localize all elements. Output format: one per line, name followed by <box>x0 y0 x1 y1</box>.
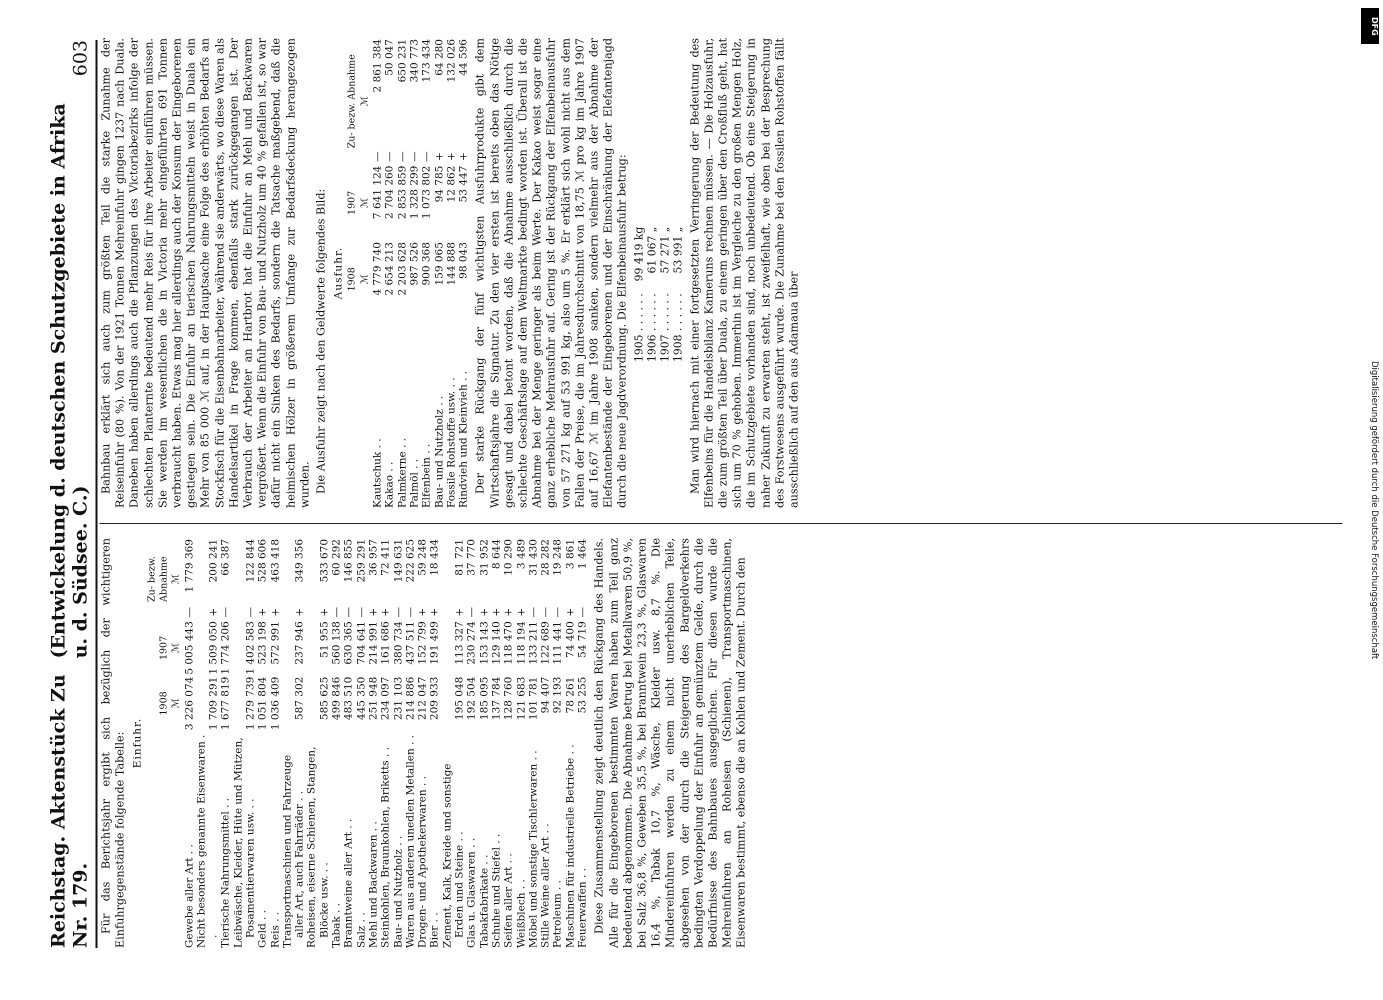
header-change: Zu- bezw. Abnahme <box>346 54 358 149</box>
change-sign: + <box>453 607 466 617</box>
unit-spacer <box>171 731 183 948</box>
unit-change: ℳ <box>359 96 371 107</box>
change-sign: — <box>383 151 396 162</box>
page-header <box>47 40 98 948</box>
table-row <box>466 538 478 948</box>
row-label: Stille Weine aller Art . . <box>539 823 552 948</box>
ivory-row <box>671 221 684 368</box>
change-value: 81 721 <box>453 539 466 576</box>
value-1908: 121 683 <box>515 676 528 721</box>
row-label: Tabak . . <box>330 902 343 948</box>
row-label: Waren aus anderen unedlen Metallen . . <box>404 734 417 948</box>
row-label: Gewebe aller Art . . <box>183 844 195 948</box>
import-table <box>146 538 589 948</box>
dfg-logo: DFG <box>1361 8 1379 44</box>
value-1908: 94 407 <box>539 676 552 714</box>
change-value: 66 387 <box>219 539 232 576</box>
value-1908: 585 625 <box>318 676 331 721</box>
change-sign: + <box>445 152 458 162</box>
value-1908: 212 047 <box>416 676 429 721</box>
row-label: Bier . . <box>428 912 441 948</box>
change-sign: + <box>293 607 306 617</box>
export-table-title: Ausfuhr. <box>332 246 345 300</box>
value-1908: 78 261 <box>564 676 577 714</box>
change-value: 200 241 <box>207 539 220 583</box>
right-paragraph-2: Die Ausfuhr zeigt nach den Geldwerte folgendes Bild: <box>314 188 328 494</box>
ivory-value: 61 067 „ <box>645 226 659 274</box>
value-1907: 1 774 206 <box>219 621 232 675</box>
value-1907: 153 143 <box>478 621 491 665</box>
unit-spacer <box>359 318 371 508</box>
row-label: Zement, Kalk, Kreide und sonstige Erden und Steine . . <box>441 763 466 948</box>
value-1907: 51 955 <box>318 621 331 658</box>
row-label: Petroleum . . <box>551 879 564 948</box>
change-sign: + <box>207 607 220 617</box>
value-1907: 152 799 <box>416 621 429 665</box>
change-sign: + <box>416 607 429 617</box>
value-1908: 137 784 <box>490 676 503 721</box>
value-1908: 987 526 <box>408 242 421 286</box>
change-value: 349 356 <box>293 539 306 583</box>
value-1908: 1 709 291 <box>207 676 220 731</box>
row-label: Fossile Rohstoffe usw. . . <box>445 377 458 508</box>
row-label: Branntweine aller Art . . <box>342 818 355 948</box>
change-sign: — <box>392 606 405 618</box>
change-value: 146 855 <box>342 539 355 583</box>
ivory-value: 57 271 „ <box>658 226 672 274</box>
row-label: Mehl und Backwaren . . <box>367 821 380 948</box>
row-label: Bau- und Nutzholz . . <box>433 395 446 508</box>
value-1908: 587 302 <box>293 676 306 721</box>
value-1907: 437 511 <box>404 621 417 665</box>
table-row <box>232 538 257 948</box>
value-1908: 1 036 409 <box>269 676 282 731</box>
row-label: Palmkerne . . <box>396 437 409 508</box>
table-row <box>183 538 195 948</box>
value-1907: 380 734 <box>392 621 405 665</box>
row-label: Glas u. Glaswaren . . <box>465 837 478 948</box>
value-1907: 5 005 443 <box>183 621 195 675</box>
value-1908: 1 051 804 <box>256 676 269 731</box>
change-sign: — <box>576 606 589 618</box>
table-row <box>458 38 470 508</box>
value-1908: 101 781 <box>527 676 540 721</box>
value-1907: 54 719 <box>576 621 589 658</box>
change-value: 19 248 <box>551 539 564 576</box>
value-1907: 133 211 <box>527 621 540 665</box>
table-row <box>527 538 539 948</box>
row-label: Weißblech . . <box>515 879 528 948</box>
value-1908: 1 279 739 <box>244 676 257 731</box>
change-value: 72 411 <box>379 539 392 576</box>
value-1908: 231 103 <box>392 676 405 721</box>
table-unit-row <box>359 38 371 508</box>
unit-change: ℳ <box>170 574 182 585</box>
value-1907: 161 686 <box>379 621 392 665</box>
change-sign: — <box>342 606 355 618</box>
value-1907: 12 862 <box>445 165 458 203</box>
change-sign: + <box>318 607 331 617</box>
change-sign: + <box>478 607 491 617</box>
row-label: Bau- und Nutzholz . . <box>392 835 405 948</box>
table-row <box>384 38 396 508</box>
row-label: Leibwäsche, Kleider, Hüte und Mützen, Posamentierwaren usw. . . <box>232 737 257 948</box>
change-sign: + <box>502 607 515 617</box>
header-left: Reichstag. Aktenstück Zu Nr. 179. <box>47 674 92 948</box>
header-1908: 1908 <box>158 691 170 716</box>
value-1908: 483 510 <box>342 676 355 721</box>
row-label: Rindvieh und Kleinvieh . . <box>457 370 470 508</box>
ivory-value: 53 991 „ <box>671 226 685 274</box>
change-sign: — <box>244 606 257 618</box>
value-1908: 251 948 <box>367 676 380 721</box>
table-row <box>408 38 420 508</box>
value-1908: 159 065 <box>433 242 446 286</box>
ivory-table <box>632 221 684 368</box>
value-1907: 230 274 <box>465 621 478 665</box>
change-value: 8 644 <box>490 539 503 570</box>
change-sign: + <box>379 607 392 617</box>
table-row <box>577 538 589 948</box>
value-1907: 572 991 <box>269 621 282 665</box>
ivory-year: 1908 . . . . . . <box>671 293 685 362</box>
import-table-title: Einfuhr. <box>131 717 144 769</box>
table-row <box>392 538 404 948</box>
change-value: 2 861 384 <box>371 39 384 93</box>
change-sign: + <box>269 607 282 617</box>
change-sign: — <box>408 151 421 162</box>
change-value: 44 596 <box>457 39 470 76</box>
ivory-value: 99 419 kg <box>632 226 646 282</box>
table-row <box>445 38 457 508</box>
value-1907: 1 328 299 <box>408 165 421 220</box>
header-change: Zu- bezw. Abnahme <box>146 556 170 602</box>
table-row <box>257 538 269 948</box>
change-value: 173 434 <box>420 39 433 83</box>
table-row <box>441 538 466 948</box>
value-1907: 1 509 050 <box>207 621 220 675</box>
row-label: Geld . . <box>256 909 269 948</box>
value-1908: 3 226 074 <box>183 676 195 731</box>
change-value: 31 952 <box>478 539 491 576</box>
header-1908: 1908 <box>346 267 358 292</box>
left-column <box>100 538 1343 948</box>
value-1908: 900 368 <box>420 242 433 286</box>
change-sign: — <box>330 606 343 618</box>
change-value: 132 026 <box>445 39 458 83</box>
table-header-row <box>347 38 359 508</box>
value-1907: 191 499 <box>428 621 441 665</box>
row-label: Reis . . <box>269 911 282 948</box>
table-row <box>429 538 441 948</box>
table-row <box>380 538 392 948</box>
value-1907: 129 140 <box>490 621 503 665</box>
change-value: 1 464 <box>576 539 589 570</box>
row-label: Drogen- und Apothekerwaren . . <box>416 776 429 948</box>
change-value: 28 282 <box>539 539 552 576</box>
value-1907: 113 327 <box>453 621 466 665</box>
row-label: Schuhe und Stiefel . . <box>490 833 503 948</box>
change-sign: + <box>256 607 269 617</box>
ivory-year: 1905 . . . . . . <box>632 293 646 362</box>
value-1908: 128 760 <box>502 676 515 721</box>
change-sign: + <box>433 152 446 162</box>
change-value: 340 773 <box>408 39 421 83</box>
row-label: Palmöl . . <box>408 458 421 508</box>
row-label: Maschinen für industrielle Betriebe . . <box>564 744 577 948</box>
import-intro: Für das Berichtsjahr ergibt sich bezüglich der wichtigeren Einfuhrgegenstände folgende Tabelle: <box>99 538 127 948</box>
value-1908: 53 255 <box>576 676 589 714</box>
change-sign: — <box>527 606 540 618</box>
change-sign: — <box>539 606 552 618</box>
value-1907: 523 198 <box>256 621 269 665</box>
row-label: Seifen aller Art . . <box>502 853 515 948</box>
ivory-year: 1907 . . . . . . <box>658 293 672 362</box>
header-spacer <box>347 318 359 508</box>
change-sign: — <box>183 606 195 618</box>
table-row <box>417 538 429 948</box>
table-row <box>220 538 232 948</box>
ivory-year: 1906 . . . . . . <box>645 293 659 362</box>
change-sign: + <box>457 152 470 162</box>
value-1908: 192 504 <box>465 676 478 721</box>
value-1907: 111 441 <box>551 621 564 665</box>
change-value: 149 631 <box>392 539 405 583</box>
change-value: 463 418 <box>269 539 282 583</box>
value-1908: 445 350 <box>355 676 368 721</box>
change-value: 31 430 <box>527 539 540 576</box>
table-row <box>552 538 564 948</box>
change-sign: — <box>465 606 478 618</box>
export-table <box>347 38 470 508</box>
value-1907: 53 447 <box>457 165 470 203</box>
table-row <box>433 38 445 508</box>
change-sign: — <box>420 151 433 162</box>
change-sign: + <box>490 607 503 617</box>
change-sign: + <box>564 607 577 617</box>
table-unit-row <box>171 538 183 948</box>
change-sign: — <box>551 606 564 618</box>
value-1908: 209 933 <box>428 676 441 721</box>
change-value: 259 291 <box>355 539 368 583</box>
value-1908: 144 888 <box>445 242 458 286</box>
table-row <box>564 538 576 948</box>
right-column <box>100 38 1343 508</box>
change-value: 528 606 <box>256 539 269 583</box>
table-row <box>503 538 515 948</box>
row-label: Kakao . . <box>383 461 396 508</box>
table-row <box>540 538 552 948</box>
table-row <box>372 38 384 508</box>
row-label: Salz . . <box>355 912 368 948</box>
change-value: 533 670 <box>318 539 331 583</box>
value-1908: 98 043 <box>457 242 470 279</box>
value-1908: 2 203 628 <box>396 242 409 296</box>
row-label: Roheisen, eiserne Schienen, Stangen, Blöcke usw. . . <box>305 746 331 948</box>
table-row <box>306 538 331 948</box>
change-value: 122 844 <box>244 539 257 583</box>
table-row <box>343 538 355 948</box>
change-sign: — <box>219 606 232 618</box>
table-row <box>421 38 433 508</box>
change-sign: — <box>355 606 368 618</box>
row-label: Steinkohlen, Braunkohlen, Briketts . . <box>379 746 392 948</box>
change-sign: + <box>367 607 380 617</box>
table-row <box>269 538 281 948</box>
value-1908: 195 048 <box>453 676 466 721</box>
value-1907: 214 991 <box>367 621 380 665</box>
right-paragraph-1: Bahnbau erklärt sich auch zum größten Teil die starke Zunahme der Reiseinfuhr (80 %). Von der 1921 Tonnen Mehreinfuhr gingen 1237 nach Duala. Daneben haben allerdings auch die Pflanzungen des Victoriabezirks infolge der schlechten Planternte bedeutend mehr Reis für ihre Arbeiter einführen müssen. Sie werden im wesentlichen die in Victoria mehr eingeführten 691 Tonnen verbraucht haben. Etwas mag hier allerdings auch der Konsum der Eingeborenen gestiegen sein. Die Einfuhr an tierischen Nahrungsmitteln weist in Duala ein Mehr von 85 000 ℳ auf, in der Hauptsache eine Folge des erhöhten Bedarfs an Stockfisch für die Eisenbahnarbeiter, während sie anderwärts, wo diese Waren als Handelsartikel in Frage kommen, ebenfalls stark zurückgegangen ist. Der Verbrauch der Arbeiter an Hartbrot hat die Einfuhr an Mehl und Backwaren vergrößert. Wenn die Einfuhr von Bau- und Nutzholz um 40 % gefallen ist, so war dafür nicht ein Sinken des Bedarfs, sondern die Tatsache maßgebend, daß die heimischen Hölzer in größerem Umfange zur Bedarfsdeckung herangezogen wurden. <box>99 38 312 508</box>
unit-1907: ℳ <box>170 642 182 654</box>
ivory-row <box>632 221 645 368</box>
value-1908: 4 779 740 <box>371 242 384 296</box>
value-1907: 122 689 <box>539 621 552 665</box>
table-row <box>490 538 502 948</box>
change-value: 50 047 <box>383 39 396 76</box>
page-number: 603 <box>69 40 92 77</box>
value-1908: 499 846 <box>330 676 343 721</box>
change-value: 60 292 <box>330 539 343 576</box>
value-1908: 2 654 213 <box>383 242 396 296</box>
row-label: Tabakfabrikate . . <box>478 854 491 948</box>
change-value: 3 861 <box>564 539 577 570</box>
table-row <box>195 538 220 948</box>
header-center: (Entwickelung d. deutschen Schutzgebiete in Afrika u. d. Südsee. C.) <box>47 103 92 659</box>
change-value: 1 779 369 <box>183 539 195 593</box>
change-value: 3 489 <box>515 539 528 570</box>
value-1907: 94 785 <box>433 165 446 203</box>
unit-1908: ℳ <box>170 698 182 709</box>
change-value: 18 434 <box>428 539 441 576</box>
row-label: Kautschuk . . <box>371 438 384 508</box>
change-sign: + <box>515 607 528 617</box>
header-spacer <box>146 731 171 948</box>
value-1907: 237 946 <box>293 621 306 665</box>
table-row <box>404 538 416 948</box>
ivory-row <box>658 221 671 368</box>
row-label: Möbel und sonstige Tischlerwaren . . <box>527 750 540 948</box>
table-row <box>478 538 490 948</box>
change-sign: — <box>371 151 384 162</box>
unit-1908: ℳ <box>359 274 371 285</box>
header-1907: 1907 <box>158 635 170 661</box>
value-1907: 118 194 <box>515 621 528 665</box>
value-1908: 214 886 <box>404 676 417 721</box>
change-value: 37 770 <box>465 539 478 576</box>
change-sign: — <box>404 606 417 618</box>
row-label: Nicht besonders genannte Eisenwaren . . <box>195 734 220 948</box>
table-row <box>396 38 408 508</box>
table-row <box>515 538 527 948</box>
column-divider <box>100 523 1343 524</box>
right-paragraph-4: Man wird hiernach mit einer fortgesetzten Verringerung der Bedeutung des Elfenbeins für die Handelsbilanz Kameruns rechnen müssen. — Die Holzausfuhr, die zum größten Teil über Duala, zu einem geringen über den Croßfluß geht, hat sich um 70 % gehoben. Immerhin ist im Vergleiche zu den großen Mengen Holz, die im Schutzgebiete vorhanden sind, noch unbedeutend. Ob eine Steigerung in naher Zukunft zu erwarten steht, ist zweifelhaft, wie oben bei der Besprechung des Forstwesens ausgeführt wurde. Die Zunahme bei den fossilen Rohstoffen fällt ausschließlich auf den aus Adamaua über <box>688 38 801 508</box>
table-row <box>367 538 379 948</box>
row-label: Feuerwaffen . . <box>576 868 589 948</box>
value-1907: 74 400 <box>564 621 577 658</box>
header-1907: 1907 <box>346 190 358 215</box>
change-value: 64 280 <box>433 39 446 76</box>
row-label: Transportmaschinen und Fahrzeuge aller Art, auch Fahrräder . . <box>281 754 306 948</box>
value-1907: 118 470 <box>502 621 515 665</box>
value-1907: 704 641 <box>355 621 368 665</box>
change-sign: — <box>396 151 409 162</box>
value-1908: 92 193 <box>551 676 564 714</box>
change-value: 10 290 <box>502 539 515 576</box>
change-value: 59 248 <box>416 539 429 576</box>
unit-1907: ℳ <box>359 197 371 208</box>
value-1907: 7 641 124 <box>371 165 384 220</box>
change-value: 650 231 <box>396 39 409 83</box>
row-label: Elfenbein . . <box>420 443 433 508</box>
value-1908: 185 095 <box>478 676 491 721</box>
value-1908: 1 677 819 <box>219 676 232 731</box>
value-1907: 2 853 859 <box>396 165 409 220</box>
right-paragraph-3: Der starke Rückgang der fünf wichtigsten Ausfuhrprodukte gibt dem Wirtschaftsjahre die Signatur. Zu den vier ersten ist bereits oben das Nötige gesagt und dabei betont worden, daß die Abnahme ausschließlich durch die schlechte Geschäftslage auf dem Weltmarkte bedingt worden ist. Überall ist die Abnahme bei der Menge geringer als beim Werte. Der Kakao weist sogar eine ganz erhebliche Mehrausfuhr auf. Gering ist der Rückgang der Elfenbeinausfuhr von 57 271 kg auf 53 991 kg, also um 5 %. Er erklärt sich wohl nicht aus dem Fallen der Preise, die im Jahresdurchschnitt von 18,75 ℳ pro kg im Jahre 1907 auf 16,67 ℳ im Jahre 1908 sanken, sondern vielmehr aus der Abnahme der Elefantenbestände der Eingeborenen und der Einschränkung der Elefantenjagd durch die neue Jagdverordnung. Die Elfenbeinausfuhr betrug: <box>473 38 629 508</box>
value-1908: 234 097 <box>379 676 392 721</box>
table-header-row <box>146 538 171 948</box>
ivory-row <box>645 221 658 368</box>
import-commentary: Diese Zusammenstellung zeigt deutlich den Rückgang des Handels. Alle für die Eingeborenen bestimmten Waren haben zum Teil ganz bedeutend abgenommen. Die Abnahme betrug bei Metallwaren 50,9 %, bei Salz 36,8 %, Geweben 35,5 %, bei Branntwein 23,3 %, Glaswaren 16,4 %, Tabak 10,7 %, Wäsche, Kleider usw. 8,7 %. Die Mindereinfuhren werden zu einem nicht unerheblichen Teile, abgesehen von der durch die Steigerung des Bargeldverkehrs bedingten Verdoppelung der Einfuhr an gemünztem Gelde, durch die Bedürfnisse des Bahnbaues ausgeglichen. Für diesen wurde die Mehreinfuhren an Roheisen (Schienen), Transportmaschinen, Eisenwaren bestimmt, ebenso die an Kohlen und Zement. Durch den <box>592 538 748 948</box>
table-row <box>331 538 343 948</box>
change-value: 222 625 <box>404 539 417 583</box>
value-1907: 1 073 802 <box>420 165 433 220</box>
value-1907: 2 704 260 <box>383 165 396 220</box>
change-value: 36 957 <box>367 539 380 576</box>
value-1907: 630 365 <box>342 621 355 665</box>
table-row <box>281 538 306 948</box>
row-label: Tierische Nahrungsmittel . . <box>219 797 232 948</box>
table-row <box>355 538 367 948</box>
change-sign: + <box>428 607 441 617</box>
digitization-note: Digitalisierung gefördert durch die Deutsche Forschungsgemeinschaft <box>1369 360 1379 660</box>
value-1907: 1 402 583 <box>244 621 257 675</box>
value-1907: 560 138 <box>330 621 343 665</box>
